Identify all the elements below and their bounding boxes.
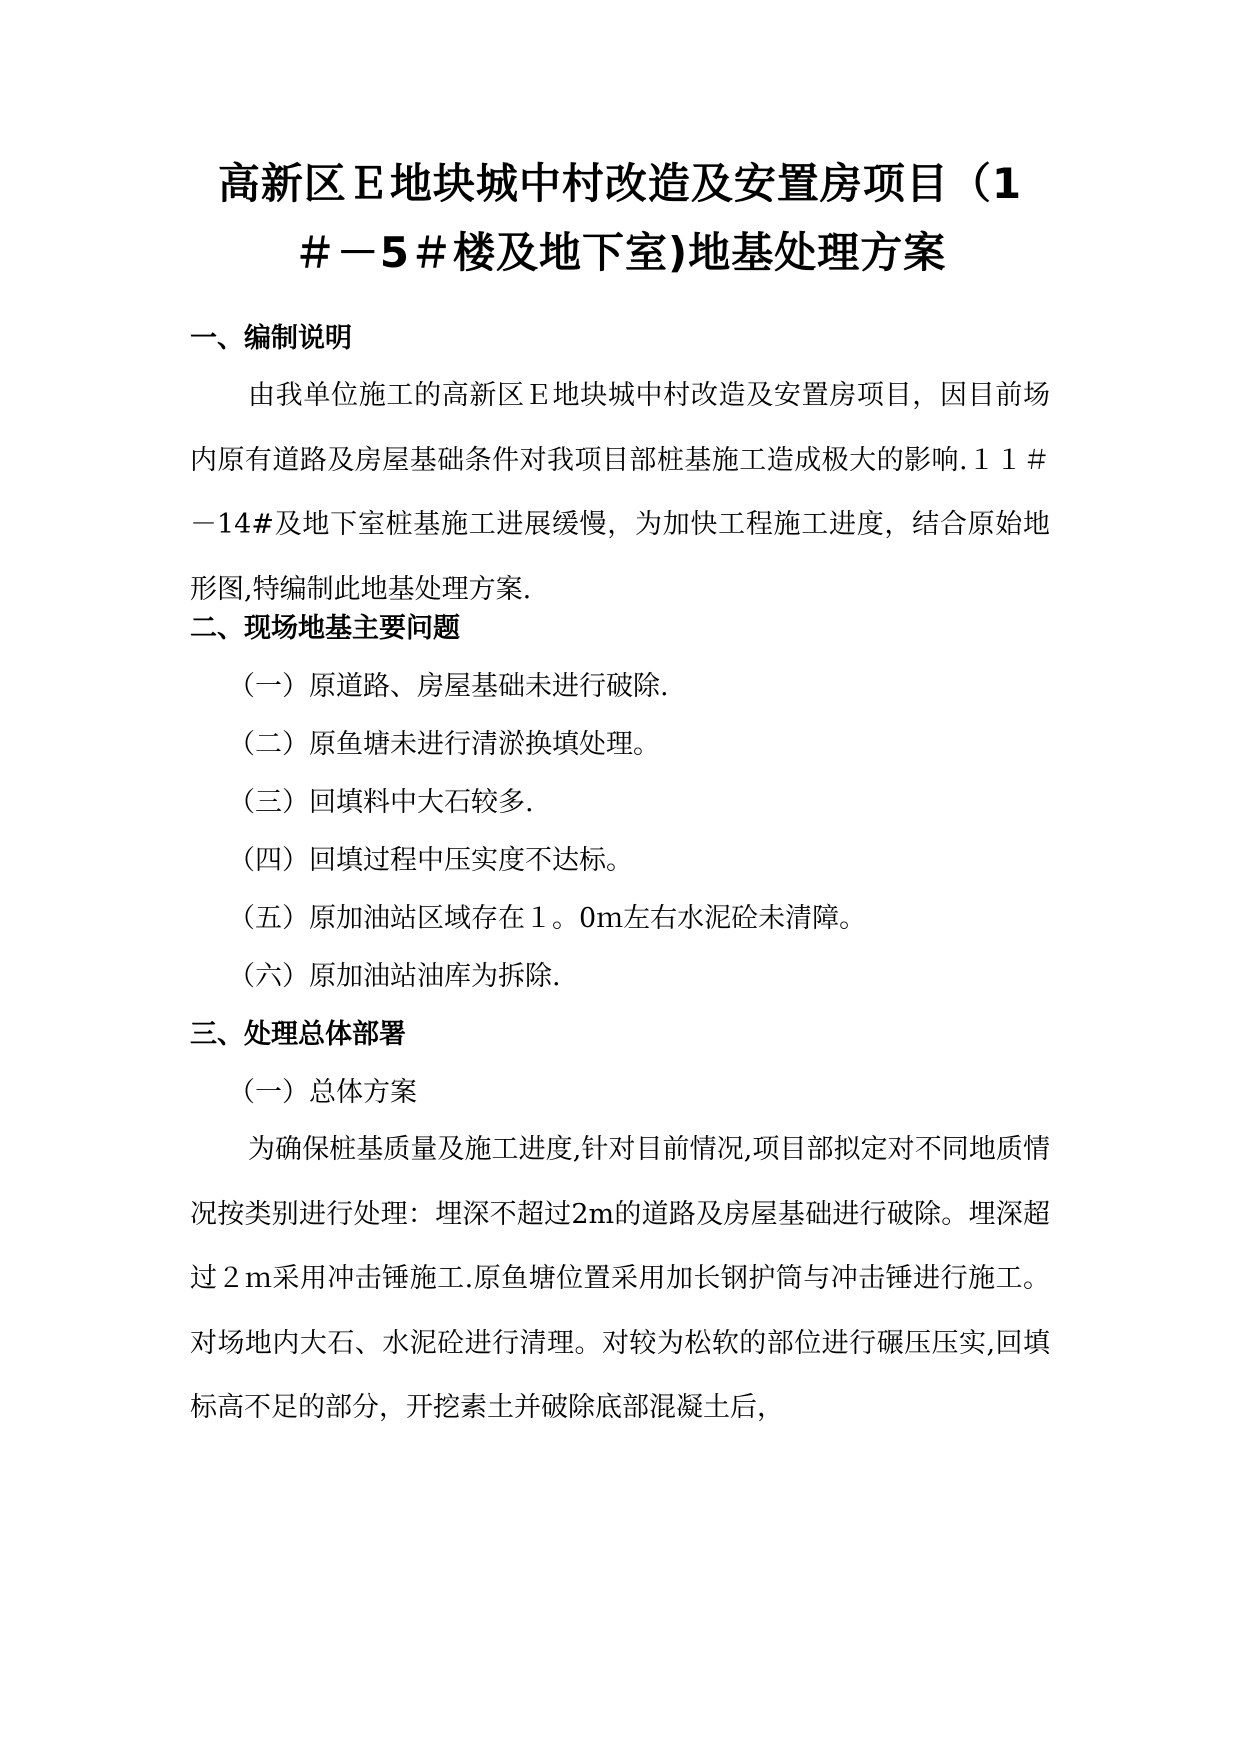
problem-item-6: （六）原加油站油库为拆除. <box>228 961 561 992</box>
problem-item-2: （二）原鱼塘未进行清淤换填处理。 <box>228 729 660 760</box>
section-1-paragraph: 由我单位施工的高新区Ｅ地块城中村改造及安置房项目，因目前场内原有道路及房屋基础条件对我项目部桩基施工造成极大的影响.１１＃－14#及地下室桩基施工进展缓慢，为加快工程施工进度，结合原始地形图,特编制此地基处理方案. <box>190 380 1050 605</box>
document-title-line-2: ＃－5＃楼及地下室)地基处理方案 <box>293 228 947 277</box>
problem-item-5: （五）原加油站区域存在１。0ｍ左右水泥砼未清障。 <box>228 903 867 934</box>
section-3-paragraph: 为确保桩基质量及施工进度,针对目前情况,项目部拟定对不同地质情况按类别进行处理：埋深不超过2m的道路及房屋基础进行破除。埋深超过２ｍ采用冲击锤施工.原鱼塘位置采用加长钢护筒与冲击锤进行施工。对场地内大石、水泥砼进行清理。对较为松软的部位进行碾压压实,回填标高不足的部分，开挖素土并破除底部混凝土后， <box>190 1134 1050 1423</box>
problem-item-4: （四）回填过程中压实度不达标。 <box>228 845 633 876</box>
document-title-line-1: 高新区Ｅ地块城中村改造及安置房项目（1 <box>217 159 1023 208</box>
section-3-subheading: （一）总体方案 <box>228 1077 417 1108</box>
problem-item-3: （三）回填料中大石较多. <box>228 787 534 818</box>
section-2-heading: 二、现场地基主要问题 <box>190 613 460 644</box>
section-3-heading: 三、处理总体部署 <box>190 1019 406 1050</box>
problem-item-1: （一）原道路、房屋基础未进行破除. <box>228 671 669 702</box>
section-1-heading: 一、编制说明 <box>190 323 352 354</box>
